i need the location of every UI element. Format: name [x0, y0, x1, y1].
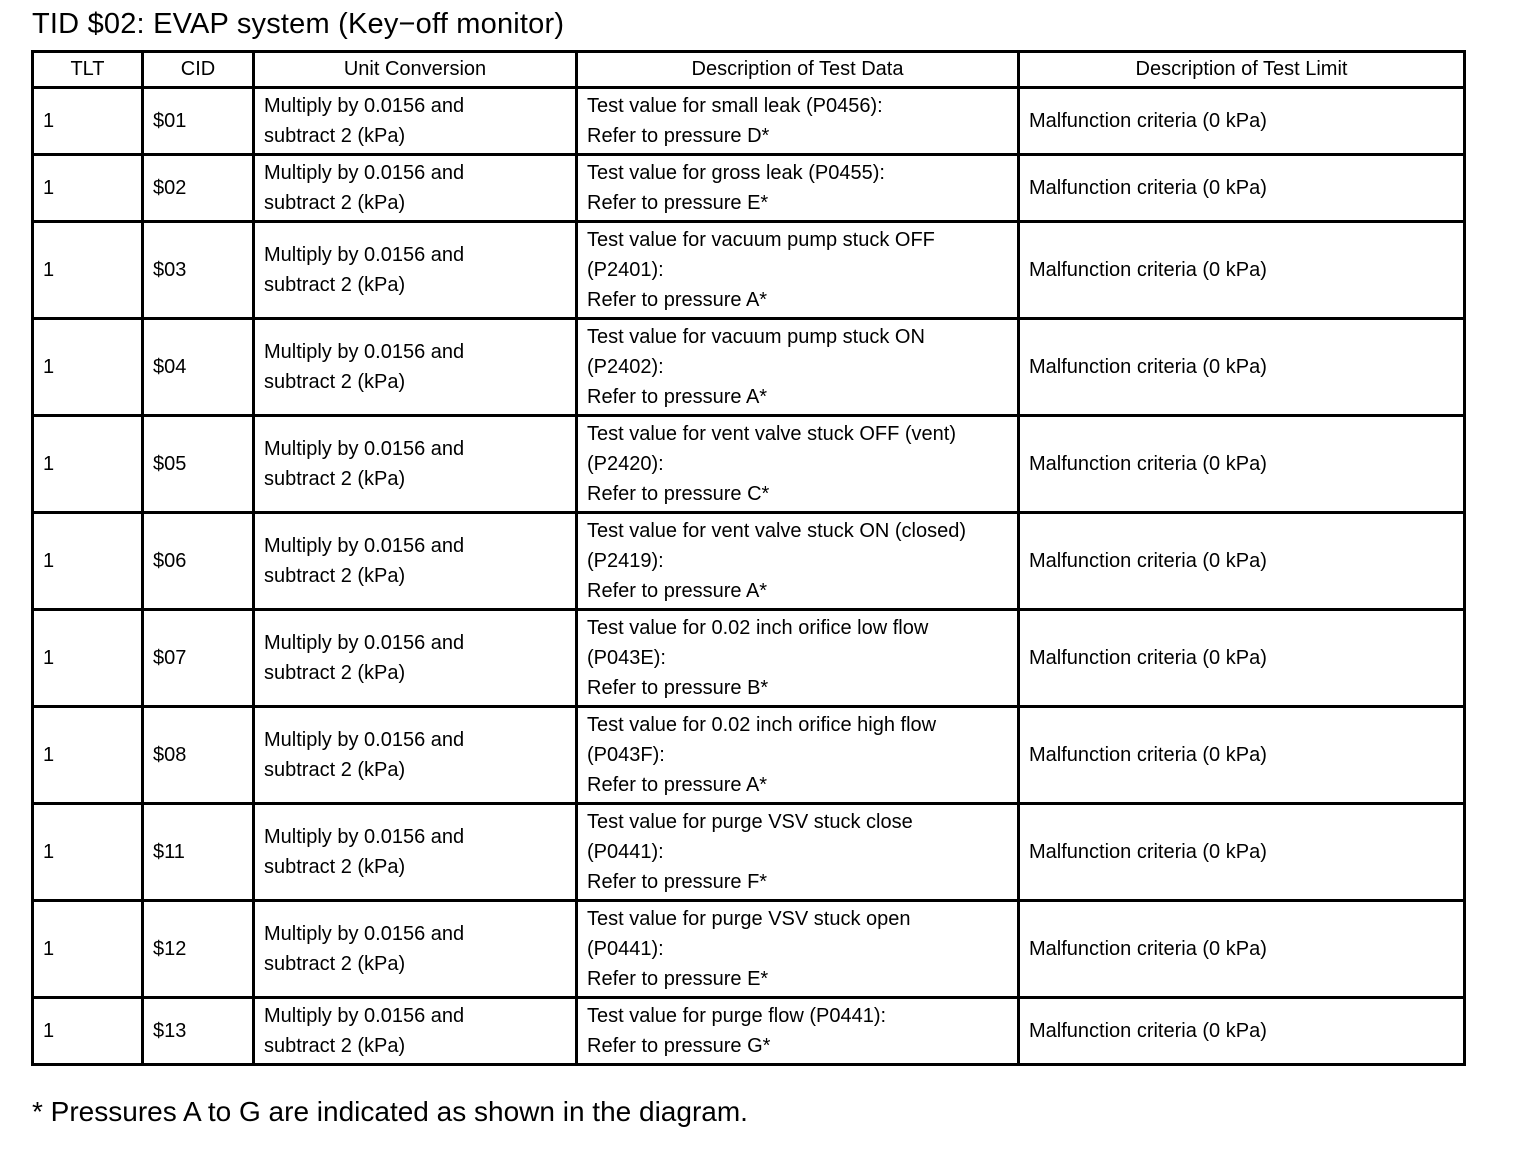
unit-conversion-cell [254, 88, 577, 155]
table-row [33, 998, 1465, 1065]
test-limit-cell: Malfunction criteria (0 kPa) [1019, 901, 1465, 998]
test-data-description-line: Test value for gross leak (P0455): [587, 161, 885, 184]
tlt-cell: 1 [33, 513, 143, 610]
unit-conversion-line: Multiply by 0.0156 and [264, 534, 465, 557]
header-test-limit-description: Description of Test Limit [1019, 52, 1465, 88]
tlt-cell: 1 [33, 610, 143, 707]
test-data-description-line: Refer to pressure A* [587, 774, 768, 797]
test-data-description-line: Refer to pressure B* [587, 677, 769, 700]
test-data-description-line: Test value for vent valve stuck ON (closed) [587, 519, 967, 542]
tlt-cell: 1 [33, 901, 143, 998]
test-limit-cell: Malfunction criteria (0 kPa) [1019, 222, 1465, 319]
unit-conversion-line: Multiply by 0.0156 and [264, 437, 465, 460]
test-limit-cell: Malfunction criteria (0 kPa) [1019, 319, 1465, 416]
test-data-description-cell [577, 901, 1019, 998]
test-data-description-cell [577, 610, 1019, 707]
header-test-data-description: Description of Test Data [577, 52, 1019, 88]
cid-cell: $01 [143, 88, 254, 155]
test-data-table [31, 50, 1466, 1066]
test-data-description-line: (P2402): [587, 355, 664, 378]
test-limit-cell: Malfunction criteria (0 kPa) [1019, 155, 1465, 222]
test-data-description-line: Test value for purge VSV stuck close [587, 810, 913, 833]
unit-conversion-cell [254, 222, 577, 319]
unit-conversion-cell [254, 416, 577, 513]
header-unit-conversion: Unit Conversion [254, 52, 577, 88]
cid-cell: $11 [143, 804, 254, 901]
unit-conversion-line: Multiply by 0.0156 and [264, 1004, 465, 1027]
test-data-description-line: (P2419): [587, 549, 664, 572]
table-row [33, 155, 1465, 222]
test-data-description-cell [577, 707, 1019, 804]
cid-cell: $08 [143, 707, 254, 804]
test-data-description-cell [577, 998, 1019, 1065]
test-limit-cell: Malfunction criteria (0 kPa) [1019, 610, 1465, 707]
cid-cell: $04 [143, 319, 254, 416]
test-data-description-line: Test value for vacuum pump stuck ON [587, 325, 925, 348]
unit-conversion-line: Multiply by 0.0156 and [264, 94, 465, 117]
test-data-description-cell [577, 88, 1019, 155]
unit-conversion-line: subtract 2 (kPa) [264, 125, 406, 147]
test-data-description-line: Refer to pressure E* [587, 192, 769, 214]
unit-conversion-cell [254, 610, 577, 707]
test-data-description-line: (P043E): [587, 646, 666, 669]
test-data-description-cell [577, 804, 1019, 901]
test-data-description-line: Refer to pressure A* [587, 580, 768, 603]
unit-conversion-line: Multiply by 0.0156 and [264, 631, 465, 654]
test-data-description-cell [577, 416, 1019, 513]
unit-conversion-line: subtract 2 (kPa) [264, 468, 406, 490]
test-data-description-line: (P2401): [587, 258, 664, 281]
test-data-description-line: Test value for 0.02 inch orifice high flow [587, 713, 937, 736]
header-cid: CID [143, 52, 254, 88]
tlt-cell: 1 [33, 222, 143, 319]
cid-cell: $12 [143, 901, 254, 998]
tlt-cell: 1 [33, 804, 143, 901]
table-row [33, 804, 1465, 901]
table-row [33, 319, 1465, 416]
test-data-description-line: Test value for purge VSV stuck open [587, 907, 911, 930]
test-data-description-line: Refer to pressure C* [587, 483, 770, 506]
tlt-cell: 1 [33, 319, 143, 416]
cid-cell: $03 [143, 222, 254, 319]
test-limit-cell: Malfunction criteria (0 kPa) [1019, 998, 1465, 1065]
page-title: TID $02: EVAP system (Key−off monitor) [32, 8, 565, 40]
test-data-description-line: Refer to pressure E* [587, 968, 769, 991]
test-data-description-line: (P2420): [587, 452, 664, 475]
table-body [33, 88, 1465, 1065]
unit-conversion-line: Multiply by 0.0156 and [264, 340, 465, 363]
cid-cell: $07 [143, 610, 254, 707]
unit-conversion-line: Multiply by 0.0156 and [264, 825, 465, 848]
unit-conversion-line: subtract 2 (kPa) [264, 856, 406, 878]
test-data-description-line: (P0441): [587, 840, 664, 863]
table-row [33, 610, 1465, 707]
test-data-description-line: Test value for purge flow (P0441): [587, 1004, 887, 1027]
test-data-description-line: Test value for vacuum pump stuck OFF [587, 228, 935, 251]
table-row [33, 707, 1465, 804]
test-limit-cell: Malfunction criteria (0 kPa) [1019, 513, 1465, 610]
tlt-cell: 1 [33, 998, 143, 1065]
test-data-description-cell [577, 513, 1019, 610]
test-data-description-line: Refer to pressure A* [587, 289, 768, 312]
unit-conversion-cell [254, 155, 577, 222]
unit-conversion-line: subtract 2 (kPa) [264, 274, 406, 296]
test-limit-cell: Malfunction criteria (0 kPa) [1019, 707, 1465, 804]
test-limit-cell: Malfunction criteria (0 kPa) [1019, 416, 1465, 513]
test-data-description-line: Test value for small leak (P0456): [587, 94, 883, 117]
test-data-description-cell [577, 155, 1019, 222]
test-data-description-line: (P043F): [587, 743, 665, 766]
unit-conversion-cell [254, 707, 577, 804]
tlt-cell: 1 [33, 416, 143, 513]
table-header-row [33, 52, 1465, 88]
unit-conversion-line: subtract 2 (kPa) [264, 192, 406, 214]
unit-conversion-cell [254, 513, 577, 610]
test-data-description-line: Refer to pressure G* [587, 1035, 771, 1057]
test-data-description-cell [577, 319, 1019, 416]
table-row [33, 416, 1465, 513]
unit-conversion-line: Multiply by 0.0156 and [264, 161, 465, 184]
table-row [33, 513, 1465, 610]
unit-conversion-line: subtract 2 (kPa) [264, 662, 406, 684]
footnote: * Pressures A to G are indicated as shown in the diagram. [32, 1096, 748, 1127]
table-row [33, 901, 1465, 998]
unit-conversion-cell [254, 998, 577, 1065]
table-row [33, 88, 1465, 155]
unit-conversion-line: subtract 2 (kPa) [264, 759, 406, 781]
table-row [33, 222, 1465, 319]
unit-conversion-line: subtract 2 (kPa) [264, 565, 406, 587]
unit-conversion-cell [254, 804, 577, 901]
test-data-description-line: Test value for 0.02 inch orifice low flow [587, 616, 929, 639]
unit-conversion-line: subtract 2 (kPa) [264, 371, 406, 393]
test-data-description-line: Refer to pressure A* [587, 386, 768, 409]
cid-cell: $13 [143, 998, 254, 1065]
test-data-description-cell [577, 222, 1019, 319]
unit-conversion-line: subtract 2 (kPa) [264, 953, 406, 975]
unit-conversion-cell [254, 901, 577, 998]
unit-conversion-line: subtract 2 (kPa) [264, 1035, 406, 1057]
unit-conversion-line: Multiply by 0.0156 and [264, 243, 465, 266]
test-data-description-line: Refer to pressure D* [587, 125, 770, 147]
test-limit-cell: Malfunction criteria (0 kPa) [1019, 804, 1465, 901]
tlt-cell: 1 [33, 707, 143, 804]
unit-conversion-line: Multiply by 0.0156 and [264, 728, 465, 751]
unit-conversion-cell [254, 319, 577, 416]
unit-conversion-line: Multiply by 0.0156 and [264, 922, 465, 945]
tlt-cell: 1 [33, 155, 143, 222]
cid-cell: $02 [143, 155, 254, 222]
cid-cell: $05 [143, 416, 254, 513]
cid-cell: $06 [143, 513, 254, 610]
test-data-description-line: (P0441): [587, 937, 664, 960]
header-tlt: TLT [33, 52, 143, 88]
test-limit-cell: Malfunction criteria (0 kPa) [1019, 88, 1465, 155]
tlt-cell: 1 [33, 88, 143, 155]
test-data-description-line: Test value for vent valve stuck OFF (vent) [587, 422, 957, 445]
test-data-description-line: Refer to pressure F* [587, 871, 768, 894]
